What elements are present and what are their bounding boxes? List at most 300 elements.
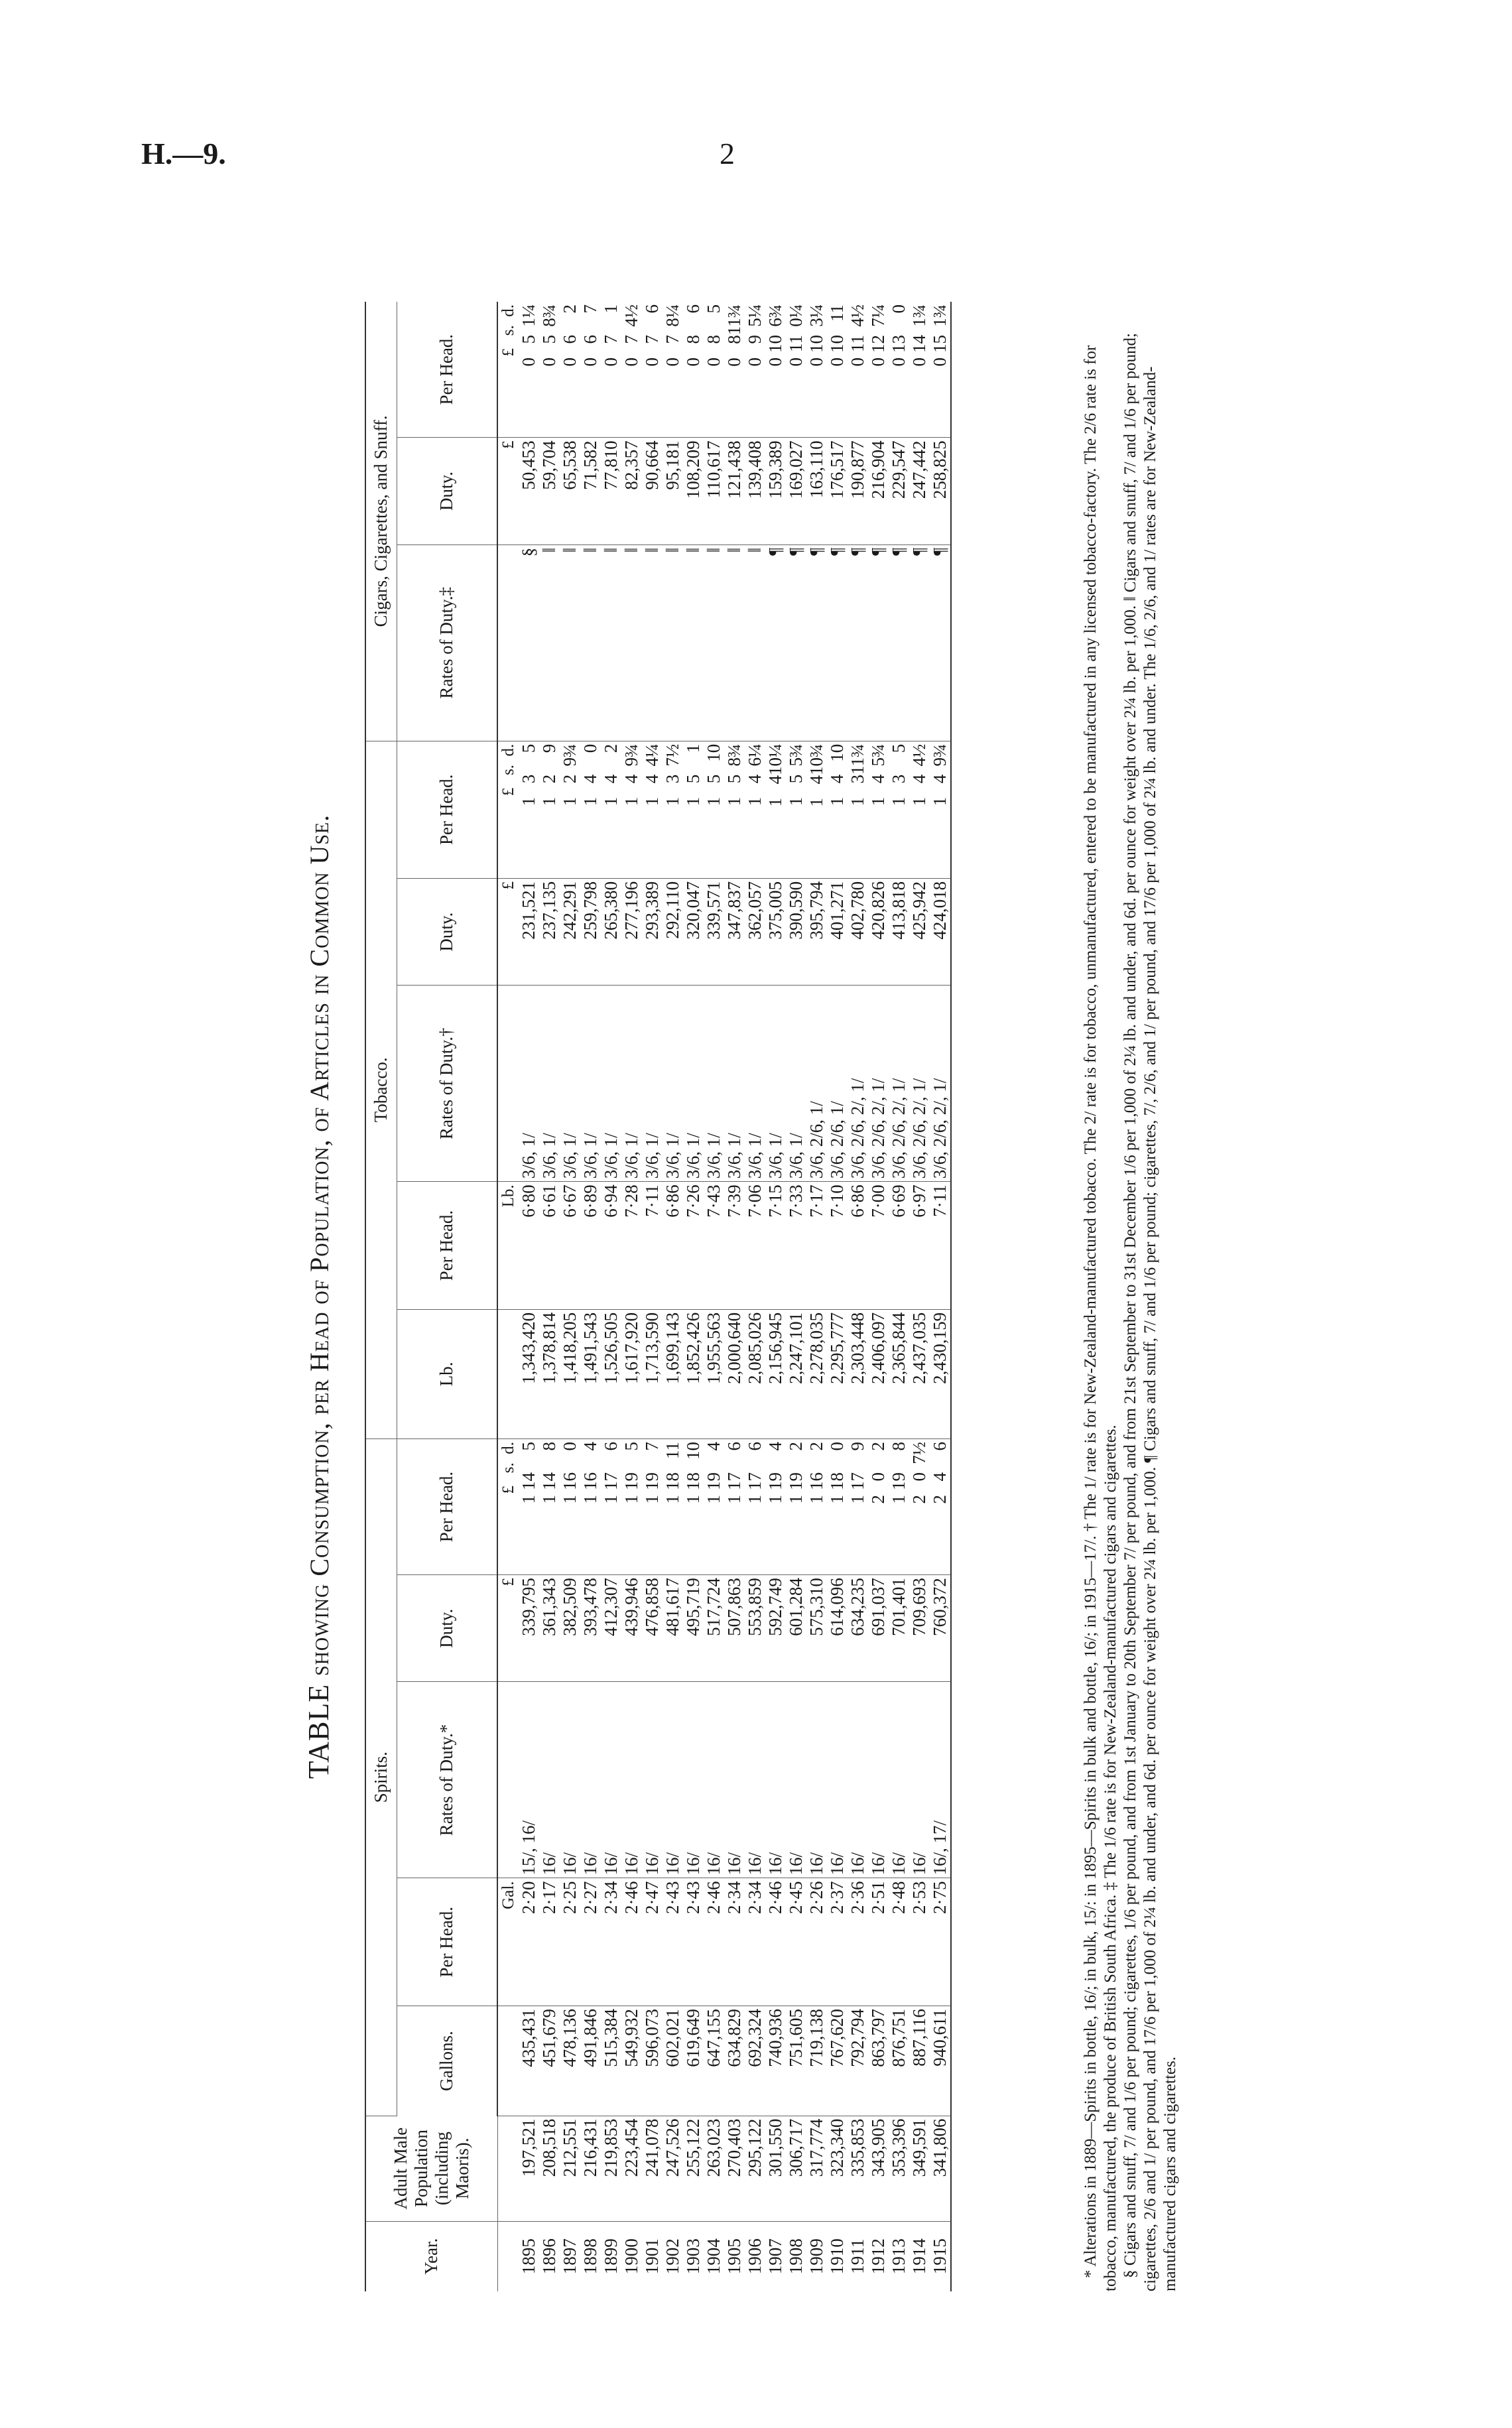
- cell-spirits-per-head: [806, 1438, 827, 1574]
- cell-cigars-rate: ‖: [580, 544, 601, 741]
- unit-pound: £: [497, 1575, 519, 1682]
- cell-spirits-duty: 382,509: [560, 1575, 580, 1682]
- cell-tobacco-per-head-pence: 5: [519, 743, 538, 753]
- cell-tobacco-lb: 2,437,035: [909, 1309, 930, 1438]
- cell-spirits-rate: 16/: [765, 1682, 786, 1878]
- consumption-table: [365, 302, 952, 2291]
- cell-spirits-per-head-shillings: 17: [601, 1472, 621, 1490]
- cell-cigars-duty: 110,617: [704, 438, 724, 544]
- cell-year: 1897: [560, 2238, 580, 2275]
- cell-tobacco-rate: 3/6, 1/: [560, 986, 580, 1182]
- cell-gallons: 876,751: [889, 2006, 909, 2116]
- col-tobacco-duty: Duty.: [397, 878, 498, 985]
- cell-tobacco-per-head-pounds: 1: [889, 797, 909, 806]
- cell-spirits-per-head-shillings: 19: [786, 1472, 806, 1490]
- cell-spirits-gal-per-head: 2·37: [827, 1878, 848, 2006]
- cell-cigars-duty: 108,209: [683, 438, 704, 544]
- cell-cigars-duty: 59,704: [539, 438, 560, 544]
- cell-tobacco-per-head-pence: 0: [580, 743, 600, 753]
- cell-spirits-per-head-pounds: 1: [642, 1494, 662, 1504]
- cell-population: 335,853: [848, 2116, 868, 2221]
- cell-spirits-gal-per-head: 2·36: [848, 1878, 868, 2006]
- cell-spirits-rate: 16/: [868, 1682, 889, 1878]
- table-row: [909, 302, 930, 2291]
- cell-cigars-per-head-shillings: 10: [827, 335, 847, 353]
- cell-gallons: 491,846: [580, 2006, 601, 2116]
- cell-spirits-duty: 439,946: [621, 1575, 642, 1682]
- cell-tobacco-lb-per-head: 6·89: [580, 1182, 601, 1310]
- cell-tobacco-per-head-pence: 5¾: [868, 743, 888, 767]
- cell-cigars-duty: 163,110: [806, 438, 827, 544]
- cell-spirits-rate: 16/: [806, 1682, 827, 1878]
- cell-cigars-duty: 176,517: [827, 438, 848, 544]
- cell-spirits-gal-per-head: 2·43: [662, 1878, 683, 2006]
- cell-tobacco-lb-per-head: 7·11: [930, 1182, 951, 1310]
- cell-tobacco-duty: 292,110: [662, 878, 683, 985]
- cell-tobacco-per-head: [662, 741, 683, 878]
- cell-cigars-rate: ‖: [642, 544, 662, 741]
- cell-spirits-per-head-pounds: 1: [765, 1494, 785, 1504]
- cell-tobacco-lb-per-head: 6·67: [560, 1182, 580, 1310]
- cell-tobacco-per-head-pounds: 1: [868, 797, 888, 806]
- cell-cigars-per-head-pence: 8¼: [662, 304, 682, 327]
- cell-tobacco-duty: 231,521: [519, 878, 539, 985]
- cell-tobacco-per-head-pence: 4¼: [642, 743, 662, 767]
- cell-tobacco-per-head-pence: 9¾: [560, 743, 580, 767]
- cell-cigars-per-head: [704, 302, 724, 438]
- col-lb: Lb.: [397, 1309, 498, 1438]
- cell-cigars-rate: ‖: [683, 544, 704, 741]
- cell-spirits-per-head-shillings: 4: [930, 1472, 950, 1482]
- col-cigars-per-head: Per Head.: [397, 302, 498, 438]
- document-reference: H.—9.: [141, 137, 226, 170]
- cell-population: 212,551: [560, 2116, 580, 2221]
- cell-cigars-per-head-pence: 1¾: [909, 304, 929, 327]
- cell-tobacco-duty: 347,837: [724, 878, 745, 985]
- cell-spirits-rate: 16/: [848, 1682, 868, 1878]
- cell-cigars-per-head-pence: 6: [642, 304, 662, 314]
- col-spirits-per-head-gal: Per Head.: [397, 1878, 498, 2006]
- cell-gallons: 619,649: [683, 2006, 704, 2116]
- table-row: [662, 302, 683, 2291]
- cell-year: 1905: [724, 2238, 744, 2275]
- col-cigars-duty: Duty.: [397, 438, 498, 544]
- cell-tobacco-duty: 242,291: [560, 878, 580, 985]
- cell-tobacco-per-head-pence: 7½: [662, 743, 682, 767]
- cell-cigars-per-head-pence: 7¼: [868, 304, 888, 327]
- cell-year: 1903: [683, 2238, 703, 2275]
- cell-population: 270,403: [724, 2116, 745, 2221]
- cell-tobacco-lb: 2,156,945: [765, 1309, 786, 1438]
- cell-spirits-per-head-pence: 2: [868, 1441, 888, 1451]
- cell-tobacco-per-head-pounds: 1: [848, 797, 867, 806]
- cell-cigars-per-head-pounds: 0: [786, 357, 806, 367]
- cell-tobacco-per-head: [621, 741, 642, 878]
- cell-cigars-rate: ‖: [724, 544, 745, 741]
- cell-spirits-per-head-shillings: 17: [724, 1472, 744, 1490]
- cell-spirits-per-head: [930, 1438, 951, 1574]
- cell-cigars-per-head-pounds: 0: [704, 357, 724, 367]
- cell-tobacco-lb-per-head: 6·86: [848, 1182, 868, 1310]
- cell-tobacco-lb-per-head: 6·94: [601, 1182, 621, 1310]
- cell-spirits-duty: 601,284: [786, 1575, 806, 1682]
- group-cigars: Cigars, Cigarettes, and Snuff.: [365, 302, 397, 741]
- cell-tobacco-lb-per-head: 7·06: [745, 1182, 765, 1310]
- cell-spirits-per-head-shillings: 19: [621, 1472, 641, 1490]
- cell-spirits-duty: 507,863: [724, 1575, 745, 1682]
- cell-spirits-gal-per-head: 2·53: [909, 1878, 930, 2006]
- cell-spirits-gal-per-head: 2·20: [519, 1878, 539, 2006]
- cell-cigars-per-head-shillings: 7: [662, 335, 682, 344]
- cell-gallons: 751,605: [786, 2006, 806, 2116]
- cell-cigars-per-head-pence: 6¾: [765, 304, 785, 327]
- cell-gallons: 515,384: [601, 2006, 621, 2116]
- cell-tobacco-per-head-pounds: 1: [642, 797, 662, 806]
- cell-tobacco-per-head-pence: 5¾: [786, 743, 806, 767]
- cell-spirits-rate: 16/: [601, 1682, 621, 1878]
- cell-spirits-rate: 15/, 16/: [519, 1682, 539, 1878]
- cell-tobacco-per-head: [806, 741, 827, 878]
- cell-cigars-duty: 90,664: [642, 438, 662, 544]
- cell-spirits-per-head-pence: 6: [601, 1441, 621, 1451]
- table-row: [642, 302, 662, 2291]
- cell-cigars-rate: ‖: [539, 544, 560, 741]
- cell-tobacco-duty: 413,818: [889, 878, 909, 985]
- group-tobacco: Tobacco.: [365, 741, 397, 1438]
- cell-cigars-per-head: [909, 302, 930, 438]
- cell-tobacco-per-head: [889, 741, 909, 878]
- cell-spirits-duty: 634,235: [848, 1575, 868, 1682]
- cell-spirits-rate: 16/: [786, 1682, 806, 1878]
- cell-spirits-per-head: [745, 1438, 765, 1574]
- cell-gallons: 435,431: [519, 2006, 539, 2116]
- cell-spirits-per-head: [601, 1438, 621, 1574]
- cell-cigars-rate: ‖: [601, 544, 621, 741]
- cell-cigars-per-head-shillings: 9: [745, 335, 765, 344]
- cell-tobacco-per-head: [827, 741, 848, 878]
- cell-gallons: 478,136: [560, 2006, 580, 2116]
- cell-tobacco-per-head-pence: 11¾: [848, 743, 867, 775]
- cell-spirits-per-head-pence: 4: [580, 1441, 600, 1451]
- cell-spirits-per-head: [827, 1438, 848, 1574]
- cell-gallons: 596,073: [642, 2006, 662, 2116]
- cell-tobacco-duty: 390,590: [786, 878, 806, 985]
- cell-population: 301,550: [765, 2116, 786, 2221]
- cell-spirits-rate: 16/: [662, 1682, 683, 1878]
- unit-lsd: £ s. d.: [497, 1438, 519, 1574]
- cell-spirits-per-head-shillings: 18: [683, 1472, 703, 1490]
- cell-cigars-per-head-shillings: 11: [786, 335, 806, 352]
- cell-spirits-per-head-pence: 7: [642, 1441, 662, 1451]
- cell-spirits-per-head-pounds: 2: [930, 1494, 950, 1504]
- cell-tobacco-lb: 1,526,505: [601, 1309, 621, 1438]
- cell-tobacco-rate: 3/6, 1/: [539, 986, 560, 1182]
- cell-cigars-duty: 216,904: [868, 438, 889, 544]
- page-number: 2: [720, 137, 735, 170]
- cell-tobacco-per-head-shillings: 4: [745, 774, 765, 784]
- cell-cigars-per-head-pounds: 0: [909, 357, 929, 367]
- cell-tobacco-per-head-pence: 10¼: [765, 743, 785, 775]
- cell-cigars-per-head-shillings: 7: [642, 335, 662, 344]
- table-row: [868, 302, 889, 2291]
- cell-cigars-per-head: [662, 302, 683, 438]
- cell-cigars-duty: 121,438: [724, 438, 745, 544]
- table-row: [621, 302, 642, 2291]
- cell-tobacco-per-head-pounds: 1: [560, 797, 580, 806]
- cell-population: 306,717: [786, 2116, 806, 2221]
- rotated-table-block: [302, 302, 1197, 2291]
- cell-spirits-rate: 16/: [580, 1682, 601, 1878]
- cell-spirits-per-head-shillings: 18: [662, 1472, 682, 1490]
- cell-population: 208,518: [539, 2116, 560, 2221]
- cell-spirits-per-head-pounds: 1: [786, 1494, 806, 1504]
- cell-tobacco-duty: 395,794: [806, 878, 827, 985]
- cell-cigars-per-head-pence: 2: [560, 304, 580, 314]
- cell-tobacco-lb: 2,247,101: [786, 1309, 806, 1438]
- cell-cigars-per-head-pounds: 0: [560, 357, 580, 367]
- cell-cigars-per-head-pounds: 0: [765, 357, 785, 367]
- cell-cigars-per-head-pounds: 0: [848, 357, 867, 367]
- cell-tobacco-duty: 362,057: [745, 878, 765, 985]
- cell-tobacco-lb-per-head: 7·43: [704, 1182, 724, 1310]
- cell-spirits-per-head-pence: 2: [786, 1441, 806, 1451]
- cell-cigars-per-head-shillings: 10: [806, 335, 826, 353]
- cell-tobacco-lb: 2,365,844: [889, 1309, 909, 1438]
- cell-spirits-per-head-shillings: 19: [642, 1472, 662, 1490]
- cell-spirits-per-head: [724, 1438, 745, 1574]
- units-row: [497, 302, 519, 2291]
- cell-year: 1901: [642, 2238, 662, 2275]
- cell-tobacco-duty: 237,135: [539, 878, 560, 985]
- cell-cigars-per-head-shillings: 12: [868, 335, 888, 353]
- footnote: § Cigars and snuff, 7/ and 1/6 per pound; cigarettes, 1/6 per pound, and from 1st January to 20th September 7/ per pound, and from 21st September to 31st December 1/6 per 1,000 of 2¼ lb. and under, and 6d. per ounce for weight over 2¼ lb. per 1,000. ‖ Cigars and snuff, 7/ and 1/6 per pound; cigarettes, 2/6 and 1/ per pound, and 17/6 per 1,000 of 2¼ lb. and under, and 6d. per ounce for weight over 2¼ lb. per 1,000. ¶ Cigars and snuff, 7/ and 1/6 per pound; cigarettes, 7/, 2/6, and 1/ per pound, and 17/6 per 1,000 of 2¼ lb. and under. The 1/6, 2/6, and 1/ rates are for New-Zealand-manufactured cigars and cigarettes.: [1121, 333, 1179, 2291]
- cell-tobacco-per-head-pence: 2: [601, 743, 621, 753]
- cell-cigars-per-head-pounds: 0: [621, 357, 641, 367]
- cell-cigars-per-head: [621, 302, 642, 438]
- cell-spirits-per-head-pounds: 1: [745, 1494, 765, 1504]
- cell-cigars-per-head-pounds: 0: [642, 357, 662, 367]
- cell-spirits-duty: 553,859: [745, 1575, 765, 1682]
- cell-spirits-per-head: [909, 1438, 930, 1574]
- cell-cigars-per-head: [745, 302, 765, 438]
- cell-cigars-per-head: [765, 302, 786, 438]
- cell-tobacco-duty: 293,389: [642, 878, 662, 985]
- cell-year: 1914: [909, 2238, 929, 2275]
- cell-tobacco-lb: 2,430,159: [930, 1309, 951, 1438]
- cell-cigars-duty: 247,442: [909, 438, 930, 544]
- cell-spirits-per-head-pence: 4: [765, 1441, 785, 1451]
- cell-spirits-rate: 16/: [539, 1682, 560, 1878]
- cell-spirits-duty: 575,310: [806, 1575, 827, 1682]
- cell-tobacco-per-head-pounds: 1: [930, 797, 950, 806]
- cell-cigars-per-head-pounds: 0: [868, 357, 888, 367]
- cell-tobacco-per-head-pounds: 1: [786, 797, 806, 806]
- cell-tobacco-per-head: [601, 741, 621, 878]
- cell-year: 1915: [930, 2221, 951, 2291]
- table-row: [889, 302, 909, 2291]
- cell-year: 1902: [662, 2238, 682, 2275]
- cell-tobacco-per-head: [519, 741, 539, 878]
- cell-tobacco-lb: 1,617,920: [621, 1309, 642, 1438]
- cell-cigars-per-head-shillings: 14: [909, 335, 929, 353]
- cell-tobacco-lb-per-head: 6·80: [519, 1182, 539, 1310]
- cell-spirits-gal-per-head: 2·26: [806, 1878, 827, 2006]
- cell-cigars-duty: 229,547: [889, 438, 909, 544]
- footnote: * Alterations in 1889—Spirits in bottle, 16/; in bulk, 15/: in 1895—Spirits in bulk and bottle, 16/; in 1915—17/. † The 1/ rate is for New-Zealand-manufactured tobacco. The 2/ rate is for tobacco, unmanufactured, entered to be manufactured in any licensed tobacco-factory. The 2/6 rate is for tobacco, manufactured, the produce of British South Africa. ‡ The 1/6 rate is for New-Zealand-manufactured cigars and cigarettes.: [1082, 345, 1119, 2291]
- cell-tobacco-duty: 277,196: [621, 878, 642, 985]
- cell-cigars-per-head-pence: 0¼: [786, 304, 806, 327]
- cell-spirits-rate: 16/: [621, 1682, 642, 1878]
- cell-tobacco-per-head-pence: 6¼: [745, 743, 765, 767]
- cell-cigars-rate: ‖: [704, 544, 724, 741]
- cell-cigars-per-head-pence: 11¾: [724, 304, 744, 336]
- cell-tobacco-lb-per-head: 7·26: [683, 1182, 704, 1310]
- cell-gallons: 602,021: [662, 2006, 683, 2116]
- cell-cigars-per-head-pounds: 0: [539, 357, 559, 367]
- cell-spirits-per-head-shillings: 14: [539, 1472, 559, 1490]
- cell-tobacco-rate: 3/6, 2/6, 1/: [827, 986, 848, 1182]
- cell-tobacco-lb: 1,343,420: [519, 1309, 539, 1438]
- cell-spirits-per-head-pounds: 2: [909, 1494, 929, 1504]
- cell-tobacco-rate: 3/6, 1/: [519, 986, 539, 1182]
- cell-year: 1910: [827, 2238, 847, 2275]
- table-row: [848, 302, 868, 2291]
- cell-tobacco-per-head-shillings: 4: [909, 774, 929, 784]
- cell-cigars-duty: 190,877: [848, 438, 868, 544]
- cell-cigars-duty: 71,582: [580, 438, 601, 544]
- cell-year: 1911: [848, 2238, 867, 2274]
- cell-cigars-rate: ¶: [930, 544, 951, 741]
- cell-cigars-duty: 50,453: [519, 438, 539, 544]
- cell-spirits-rate: 16/: [683, 1682, 704, 1878]
- cell-cigars-per-head-pence: 3¼: [806, 304, 826, 327]
- cell-spirits-per-head: [621, 1438, 642, 1574]
- cell-cigars-per-head-shillings: 11: [848, 335, 867, 352]
- cell-cigars-rate: ¶: [909, 544, 930, 741]
- cell-tobacco-per-head-shillings: 4: [765, 775, 785, 785]
- cell-gallons: 549,932: [621, 2006, 642, 2116]
- cell-tobacco-per-head-pounds: 1: [539, 797, 559, 806]
- cell-gallons: 740,936: [765, 2006, 786, 2116]
- cell-spirits-rate: 16/: [827, 1682, 848, 1878]
- cell-spirits-per-head-pence: 8: [889, 1441, 909, 1451]
- cell-tobacco-duty: 320,047: [683, 878, 704, 985]
- cell-population: 247,526: [662, 2116, 683, 2221]
- unit-lb: Lb.: [497, 1182, 519, 1310]
- cell-spirits-per-head-shillings: 17: [745, 1472, 765, 1490]
- cell-gallons: 719,138: [806, 2006, 827, 2116]
- cell-cigars-per-head: [786, 302, 806, 438]
- cell-spirits-gal-per-head: 2·46: [704, 1878, 724, 2006]
- cell-spirits-rate: 16/, 17/: [930, 1682, 951, 1878]
- cell-population: 241,078: [642, 2116, 662, 2221]
- cell-tobacco-rate: 3/6, 1/: [683, 986, 704, 1182]
- col-spirits-duty: Duty.: [397, 1575, 498, 1682]
- cell-tobacco-rate: 3/6, 2/6, 1/: [806, 986, 827, 1182]
- cell-spirits-duty: 614,096: [827, 1575, 848, 1682]
- cell-population: 341,806: [930, 2116, 951, 2221]
- cell-tobacco-per-head-pence: 9¾: [621, 743, 641, 767]
- cell-cigars-per-head-shillings: 7: [621, 335, 641, 344]
- cell-tobacco-lb: 1,418,205: [560, 1309, 580, 1438]
- cell-cigars-per-head-pounds: 0: [745, 357, 765, 367]
- cell-cigars-per-head-pence: 4½: [848, 304, 867, 327]
- cell-cigars-rate: ¶: [806, 544, 827, 741]
- cell-tobacco-per-head-shillings: 2: [560, 774, 580, 784]
- cell-tobacco-per-head-pounds: 1: [580, 797, 600, 806]
- cell-cigars-per-head-shillings: 15: [930, 335, 950, 353]
- cell-tobacco-lb-per-head: 7·15: [765, 1182, 786, 1310]
- cell-cigars-per-head-pence: 4½: [621, 304, 641, 327]
- cell-spirits-per-head: [539, 1438, 560, 1574]
- cell-tobacco-lb: 1,699,143: [662, 1309, 683, 1438]
- cell-spirits-per-head-pounds: 1: [683, 1494, 703, 1504]
- cell-tobacco-lb: 1,713,590: [642, 1309, 662, 1438]
- cell-spirits-duty: 476,858: [642, 1575, 662, 1682]
- cell-cigars-per-head-pence: 7: [580, 304, 600, 314]
- cell-spirits-duty: 361,343: [539, 1575, 560, 1682]
- cell-population: 317,774: [806, 2116, 827, 2221]
- cell-tobacco-duty: 375,005: [765, 878, 786, 985]
- cell-spirits-rate: 16/: [889, 1682, 909, 1878]
- cell-spirits-duty: 412,307: [601, 1575, 621, 1682]
- cell-tobacco-lb: 2,278,035: [806, 1309, 827, 1438]
- cell-spirits-per-head-pence: 0: [827, 1441, 847, 1451]
- cell-cigars-per-head-pounds: 0: [930, 357, 950, 367]
- col-population: Adult Male Population (including Maoris).: [365, 2116, 497, 2221]
- cell-tobacco-lb-per-head: 7·33: [786, 1182, 806, 1310]
- cell-tobacco-lb-per-head: 7·39: [724, 1182, 745, 1310]
- cell-spirits-per-head-shillings: 16: [580, 1472, 600, 1490]
- cell-tobacco-per-head-shillings: 5: [786, 774, 806, 784]
- cell-cigars-per-head-pounds: 0: [683, 357, 703, 367]
- cell-spirits-per-head-pounds: 1: [519, 1494, 538, 1504]
- cell-spirits-per-head-pence: 5: [621, 1441, 641, 1451]
- cell-tobacco-rate: 3/6, 1/: [662, 986, 683, 1182]
- cell-tobacco-per-head-shillings: 3: [889, 774, 909, 784]
- cell-spirits-per-head-pence: 0: [560, 1441, 580, 1451]
- cell-spirits-per-head: [642, 1438, 662, 1574]
- cell-tobacco-per-head-pounds: 1: [519, 797, 538, 806]
- cell-tobacco-per-head-pence: 10: [827, 743, 847, 762]
- col-year: Year.: [365, 2221, 497, 2291]
- cell-tobacco-duty: 265,380: [601, 878, 621, 985]
- cell-tobacco-per-head: [724, 741, 745, 878]
- cell-tobacco-per-head: [868, 741, 889, 878]
- cell-cigars-rate: ¶: [765, 544, 786, 741]
- cell-tobacco-lb-per-head: 7·10: [827, 1182, 848, 1310]
- cell-tobacco-per-head-pounds: 1: [827, 797, 847, 806]
- cell-spirits-duty: 760,372: [930, 1575, 951, 1682]
- cell-spirits-per-head: [683, 1438, 704, 1574]
- cell-spirits-per-head-pence: 6: [930, 1441, 950, 1451]
- cell-population: 353,396: [889, 2116, 909, 2221]
- cell-spirits-duty: 517,724: [704, 1575, 724, 1682]
- cell-cigars-per-head-pounds: 0: [827, 357, 847, 367]
- cell-cigars-rate: ‖: [621, 544, 642, 741]
- cell-cigars-duty: 169,027: [786, 438, 806, 544]
- cell-year: 1896: [539, 2238, 559, 2275]
- cell-gallons: 451,679: [539, 2006, 560, 2116]
- cell-gallons: 767,620: [827, 2006, 848, 2116]
- cell-cigars-per-head: [580, 302, 601, 438]
- cell-cigars-duty: 95,181: [662, 438, 683, 544]
- table-title: [302, 302, 336, 2291]
- cell-year: 1895: [519, 2238, 538, 2275]
- cell-tobacco-lb: 2,303,448: [848, 1309, 868, 1438]
- table-row: [930, 302, 951, 2291]
- cell-spirits-per-head-shillings: 18: [827, 1472, 847, 1490]
